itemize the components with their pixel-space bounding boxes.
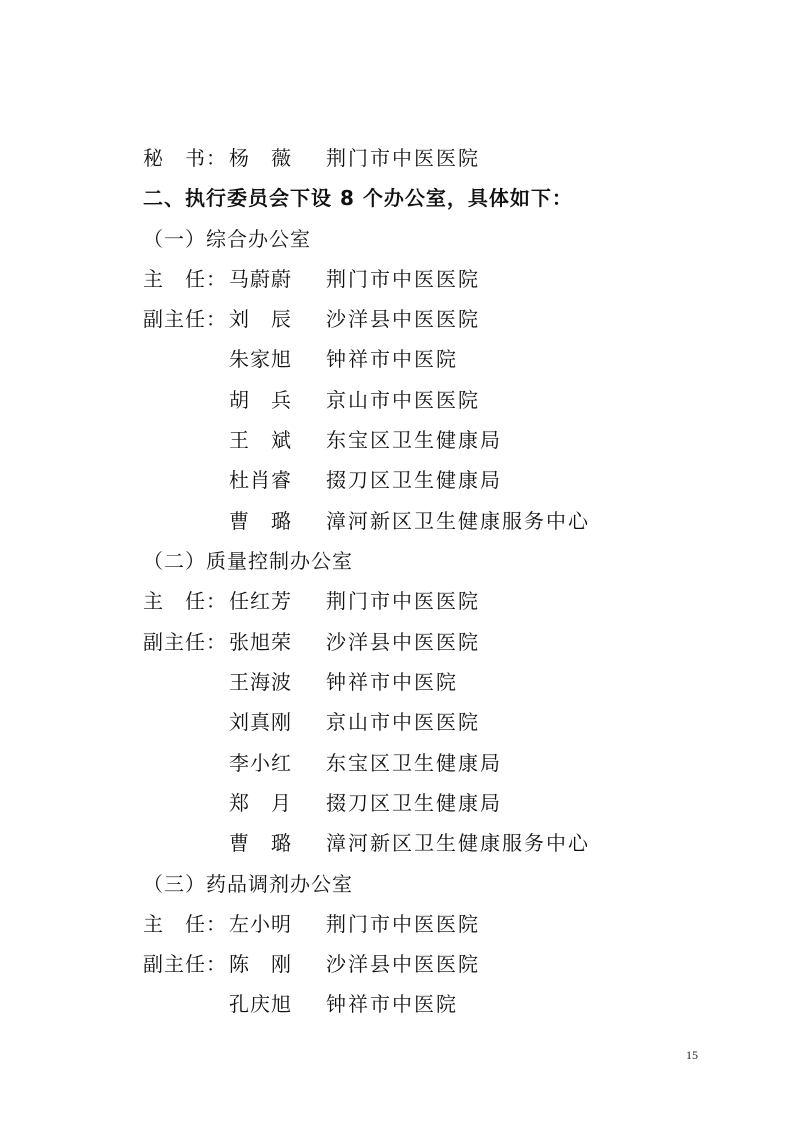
deputy-name: 张旭荣 [229,630,292,654]
deputy-role-label: 副主任： [143,630,227,654]
deputy-name: 李小红 [229,751,292,775]
deputy-name: 孔庆旭 [229,992,292,1016]
secretary-name: 杨 薇 [229,146,292,170]
deputy-org: 漳河新区卫生健康服务中心 [326,831,590,855]
deputy-org: 沙洋县中医医院 [326,630,480,654]
director-name: 马蔚蔚 [229,267,292,291]
director-role-label: 主 任： [143,267,227,291]
director-name: 任红芳 [229,589,292,613]
deputy-name: 杜肖睿 [229,468,292,492]
director-org: 荆门市中医医院 [326,589,480,613]
deputy-org: 沙洋县中医医院 [326,952,480,976]
office-title: （二）质量控制办公室 [143,549,353,573]
deputy-name: 曹 璐 [229,831,292,855]
deputy-role-label: 副主任： [143,952,227,976]
page-number: 15 [686,1048,698,1062]
secretary-org: 荆门市中医医院 [326,146,480,170]
deputy-name: 朱家旭 [229,347,292,371]
deputy-org: 掇刀区卫生健康局 [326,791,502,815]
office-title: （三）药品调剂办公室 [143,872,353,896]
deputy-name: 王海波 [229,670,292,694]
deputy-name: 王 斌 [229,428,292,452]
director-role-label: 主 任： [143,589,227,613]
deputy-org: 沙洋县中医医院 [326,307,480,331]
deputy-name: 郑 月 [229,791,292,815]
deputy-name: 曹 璐 [229,509,292,533]
secretary-role-label: 秘 书： [143,146,227,170]
director-org: 荆门市中医医院 [326,267,480,291]
deputy-name: 刘 辰 [229,307,292,331]
offices-heading: 二、执行委员会下设 8 个办公室，具体如下： [143,186,573,210]
deputy-org: 东宝区卫生健康局 [326,428,502,452]
deputy-org: 掇刀区卫生健康局 [326,468,502,492]
deputy-name: 陈 刚 [229,952,292,976]
deputy-name: 胡 兵 [229,388,292,412]
director-name: 左小明 [229,912,292,936]
director-role-label: 主 任： [143,912,227,936]
deputy-org: 东宝区卫生健康局 [326,751,502,775]
office-title: （一）综合办公室 [143,227,311,251]
deputy-name: 刘真刚 [229,710,292,734]
deputy-org: 京山市中医医院 [326,710,480,734]
director-org: 荆门市中医医院 [326,912,480,936]
deputy-role-label: 副主任： [143,307,227,331]
deputy-org: 钟祥市中医院 [326,670,458,694]
deputy-org: 京山市中医医院 [326,388,480,412]
deputy-org: 漳河新区卫生健康服务中心 [326,509,590,533]
deputy-org: 钟祥市中医院 [326,347,458,371]
deputy-org: 钟祥市中医院 [326,992,458,1016]
